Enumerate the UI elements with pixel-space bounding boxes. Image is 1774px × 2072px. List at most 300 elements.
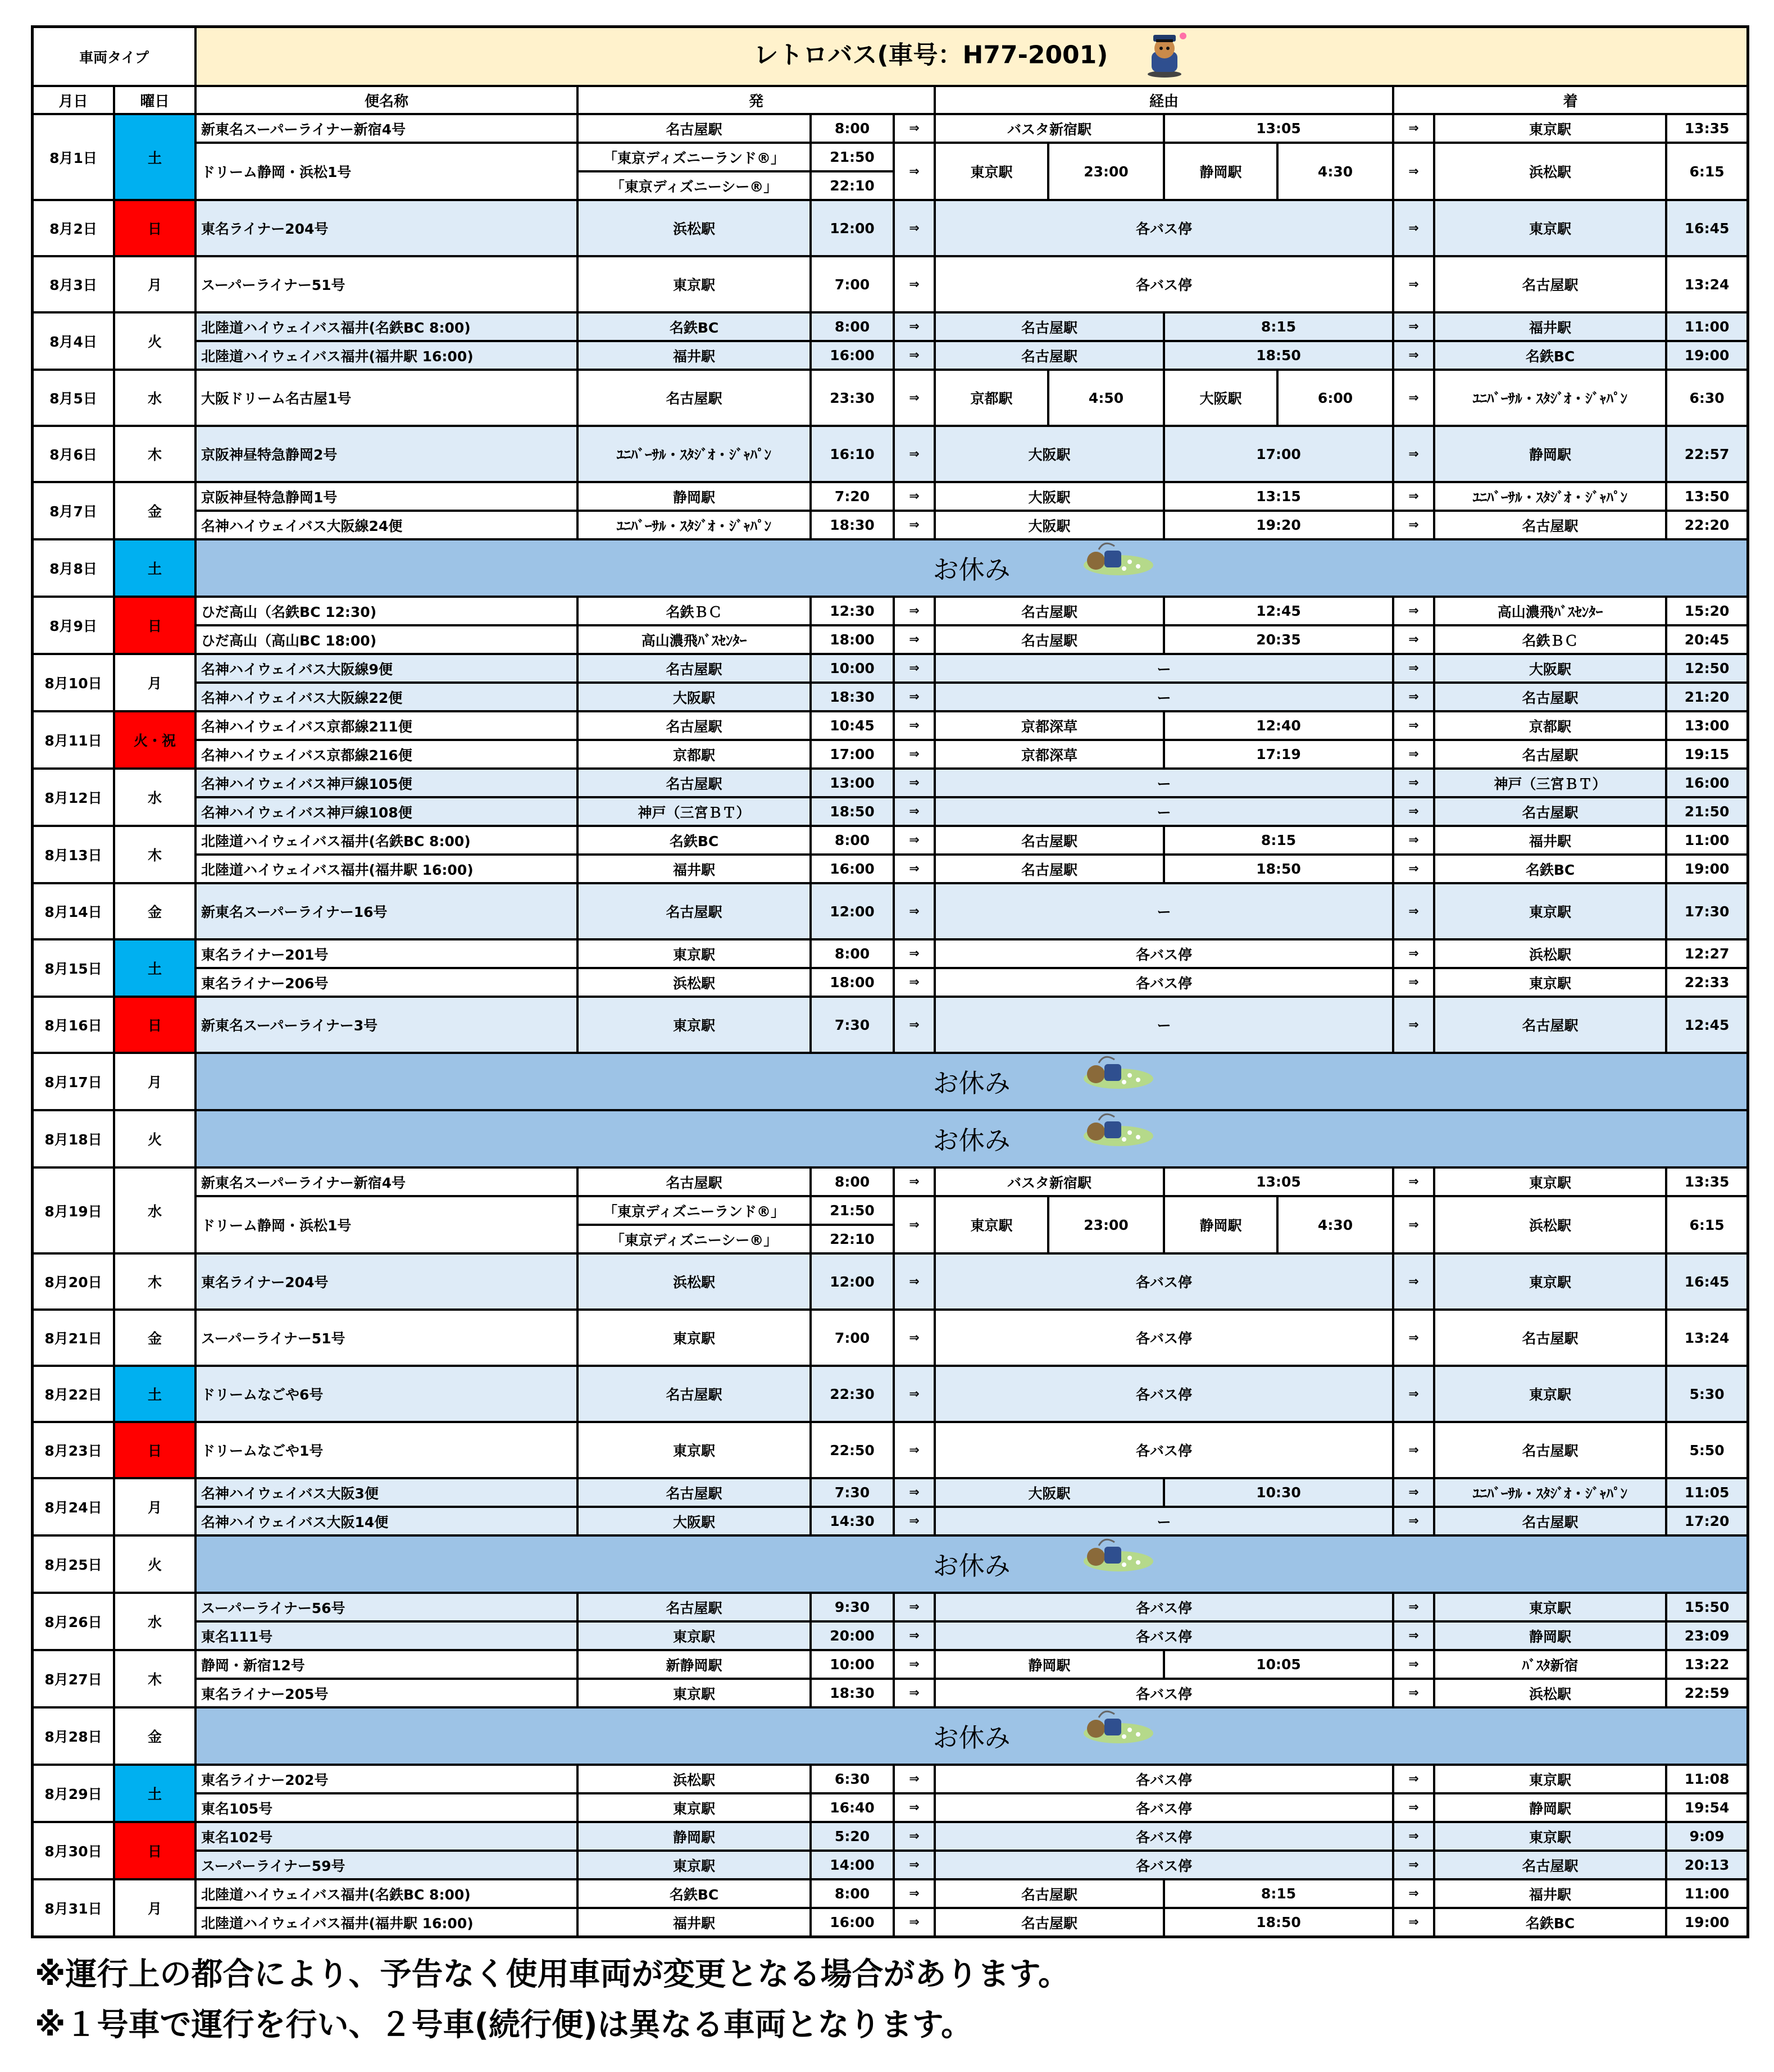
depart-time: 22:30 [811,1366,894,1422]
arrive-time: 11:08 [1666,1765,1748,1793]
arrow-icon: ⇒ [1393,511,1434,539]
run-row [33,370,1748,426]
depart-time: 8:00 [811,826,894,855]
arrow-icon: ⇒ [894,114,935,143]
arrive-stop: ﾕﾆﾊﾞｰｻﾙ・ｽﾀｼﾞｵ・ｼﾞｬﾊﾟﾝ [1434,482,1666,511]
via-time: 18:50 [1164,341,1393,370]
weekday-cell: 木 [114,1253,195,1310]
depart-time: 10:45 [811,711,894,740]
arrive-stop: 福井駅 [1434,1879,1666,1908]
via-time: 12:40 [1164,711,1393,740]
weekday-cell: 月 [114,654,195,711]
rest-label: お休み [933,549,1011,587]
run-name: ドリーム静岡・浜松1号 [195,143,577,200]
run-name: ドリームなごや1号 [195,1422,577,1478]
run-row [33,683,1748,711]
run-row [33,1679,1748,1707]
arrive-stop: 名古屋駅 [1434,1310,1666,1366]
arrive-time: 11:00 [1666,826,1748,855]
via-stops: 各バス停 [935,1253,1393,1310]
arrive-time: 13:00 [1666,711,1748,740]
depart-time: 18:30 [811,683,894,711]
day-row [33,1110,1748,1167]
arrow-icon: ⇒ [894,625,935,654]
date-cell: 8月8日 [33,539,114,597]
via-stop: 名古屋駅 [935,1879,1164,1908]
arrive-stop: ﾕﾆﾊﾞｰｻﾙ・ｽﾀｼﾞｵ・ｼﾞｬﾊﾟﾝ [1434,1478,1666,1507]
arrive-stop: 名鉄BC [1434,341,1666,370]
arrow-icon: ⇒ [1393,1253,1434,1310]
depart-stop: 東京駅 [577,1310,811,1366]
col-weekday: 曜日 [114,86,195,114]
via-time: 10:05 [1164,1650,1393,1679]
run-name: 新東名スーパーライナー新宿4号 [195,114,577,143]
depart-time: 8:00 [811,114,894,143]
depart-time: 16:00 [811,855,894,883]
arrow-icon: ⇒ [1393,797,1434,826]
depart-stop: ﾕﾆﾊﾞｰｻﾙ・ｽﾀｼﾞｵ・ｼﾞｬﾊﾟﾝ [577,511,811,539]
run-row [33,312,1748,341]
date-cell: 8月6日 [33,426,114,482]
arrive-stop: 東京駅 [1434,1765,1666,1793]
date-cell: 8月31日 [33,1879,114,1937]
arrow-icon: ⇒ [894,711,935,740]
arrow-icon: ⇒ [1393,426,1434,482]
weekday-cell: 火 [114,1110,195,1167]
depart-stop: 神戸（三宮ＢＴ） [577,797,811,826]
arrive-time: 6:30 [1666,370,1748,426]
arrive-time: 15:50 [1666,1593,1748,1621]
arrive-time: 5:30 [1666,1366,1748,1422]
arrive-stop: 名鉄ＢＣ [1434,625,1666,654]
via-stop: 京都深草 [935,740,1164,769]
col-depart: 発 [577,86,935,114]
depart-time: 10:00 [811,1650,894,1679]
arrive-stop: 神戸（三宮ＢＴ） [1434,769,1666,797]
arrive-stop: 東京駅 [1434,1822,1666,1851]
depart-time: 18:30 [811,511,894,539]
run-name: 東名ライナー205号 [195,1679,577,1707]
day-row [33,1707,1748,1765]
date-cell: 8月9日 [33,597,114,654]
depart-stop: ﾕﾆﾊﾞｰｻﾙ・ｽﾀｼﾞｵ・ｼﾞｬﾊﾟﾝ [577,426,811,482]
arrow-icon: ⇒ [1393,711,1434,740]
note-vehicle-change: ※運行上の都合により、予告なく使用車両が変更となる場合があります。 [35,1956,1070,1993]
run-row [33,939,1748,968]
depart-stop: 名古屋駅 [577,1167,811,1196]
run-row [33,826,1748,855]
date-cell: 8月10日 [33,654,114,711]
arrow-icon: ⇒ [1393,370,1434,426]
via-time: 13:05 [1164,1167,1393,1196]
arrow-icon: ⇒ [894,1478,935,1507]
rest-label: お休み [933,1063,1011,1100]
run-name: 名神ハイウェイバス神戸線105便 [195,769,577,797]
arrive-time: 19:00 [1666,855,1748,883]
arrow-icon: ⇒ [894,1422,935,1478]
arrow-icon: ⇒ [1393,769,1434,797]
via-stops: 各バス停 [935,939,1393,968]
date-cell: 8月19日 [33,1167,114,1253]
arrow-icon: ⇒ [1393,826,1434,855]
run-name: 東名ライナー206号 [195,968,577,997]
date-cell: 8月16日 [33,997,114,1053]
via-stop: 東京駅 [935,1196,1048,1253]
via-time: 10:30 [1164,1478,1393,1507]
depart-stop: 浜松駅 [577,200,811,256]
depart-time: 22:10 [811,1225,894,1253]
weekday-cell: 木 [114,1650,195,1707]
depart-stop: 浜松駅 [577,1765,811,1793]
arrow-icon: ⇒ [894,482,935,511]
arrive-time: 15:20 [1666,597,1748,625]
depart-stop: 名鉄BC [577,312,811,341]
run-row [33,1310,1748,1366]
weekday-cell: 土 [114,114,195,200]
col-date: 月日 [33,86,114,114]
via-time: 12:45 [1164,597,1393,625]
run-name: 北陸道ハイウェイバス福井(名鉄BC 8:00) [195,1879,577,1908]
arrow-icon: ⇒ [1393,1593,1434,1621]
run-row [33,482,1748,511]
arrow-icon: ⇒ [894,797,935,826]
arrow-icon: ⇒ [1393,654,1434,683]
rest-cell [195,1535,1748,1593]
arrow-icon: ⇒ [894,1167,935,1196]
arrive-stop: 名鉄BC [1434,1908,1666,1937]
via-stop: 名古屋駅 [935,341,1164,370]
arrow-icon: ⇒ [1393,740,1434,769]
via-stop: 京都駅 [935,370,1048,426]
arrow-icon: ⇒ [894,1366,935,1422]
via-stops: 各バス停 [935,1793,1393,1822]
via-time: 4:50 [1048,370,1164,426]
depart-time: 8:00 [811,312,894,341]
rest-cell [195,1707,1748,1765]
depart-stop: 名古屋駅 [577,1366,811,1422]
arrow-icon: ⇒ [894,200,935,256]
run-name: 名神ハイウェイバス大阪線24便 [195,511,577,539]
arrow-icon: ⇒ [894,1507,935,1535]
weekday-cell: 水 [114,370,195,426]
via-stop: 大阪駅 [935,511,1164,539]
arrow-icon: ⇒ [1393,1793,1434,1822]
weekday-cell: 金 [114,1310,195,1366]
arrow-icon: ⇒ [894,855,935,883]
arrive-stop: 東京駅 [1434,114,1666,143]
via-stops: ー [935,683,1393,711]
run-row [33,597,1748,625]
arrive-time: 21:50 [1666,797,1748,826]
arrive-time: 6:15 [1666,143,1748,200]
run-name: 名神ハイウェイバス京都線216便 [195,740,577,769]
via-stop: 大阪駅 [935,1478,1164,1507]
mascot-driver-icon [1139,28,1190,85]
arrive-stop: ﾊﾞｽﾀ新宿 [1434,1650,1666,1679]
depart-time: 8:00 [811,939,894,968]
via-stop: 京都深草 [935,711,1164,740]
run-row [33,511,1748,539]
depart-time: 5:20 [811,1822,894,1851]
depart-stop: 「東京ディズニーランド®」 [577,143,811,171]
weekday-cell: 水 [114,1167,195,1253]
day-row [33,1535,1748,1593]
via-stop: 静岡駅 [1164,143,1277,200]
arrive-time: 6:15 [1666,1196,1748,1253]
arrive-stop: 東京駅 [1434,1593,1666,1621]
depart-time: 7:30 [811,997,894,1053]
arrow-icon: ⇒ [894,143,935,200]
arrive-time: 23:09 [1666,1621,1748,1650]
date-cell: 8月23日 [33,1422,114,1478]
depart-stop: 東京駅 [577,1679,811,1707]
arrow-icon: ⇒ [1393,597,1434,625]
weekday-cell: 土 [114,1765,195,1822]
run-row [33,654,1748,683]
via-stops: ー [935,769,1393,797]
arrive-time: 13:50 [1666,482,1748,511]
arrive-time: 12:50 [1666,654,1748,683]
arrive-stop: 静岡駅 [1434,426,1666,482]
schedule-table [31,25,1749,1938]
arrow-icon: ⇒ [894,654,935,683]
weekday-cell: 日 [114,997,195,1053]
date-cell: 8月17日 [33,1053,114,1110]
date-cell: 8月1日 [33,114,114,200]
rest-label: お休み [933,1546,1011,1583]
weekday-cell: 月 [114,256,195,312]
arrow-icon: ⇒ [894,1650,935,1679]
run-row [33,1621,1748,1650]
run-row [33,711,1748,740]
arrive-time: 22:20 [1666,511,1748,539]
arrive-stop: 浜松駅 [1434,939,1666,968]
arrow-icon: ⇒ [894,312,935,341]
vehicle-type-label: 車両タイプ [33,27,195,86]
arrow-icon: ⇒ [1393,1507,1434,1535]
run-name: ひだ高山（名鉄BC 12:30) [195,597,577,625]
arrow-icon: ⇒ [894,1310,935,1366]
sleeping-mascot-icon [1074,1053,1158,1097]
arrow-icon: ⇒ [1393,1196,1434,1253]
run-row [33,997,1748,1053]
depart-stop: 名古屋駅 [577,654,811,683]
via-stops: ー [935,654,1393,683]
run-name: 名神ハイウェイバス大阪線9便 [195,654,577,683]
arrow-icon: ⇒ [894,939,935,968]
arrow-icon: ⇒ [1393,1908,1434,1937]
depart-stop: 大阪駅 [577,683,811,711]
arrive-time: 16:45 [1666,200,1748,256]
run-row [33,1366,1748,1422]
arrow-icon: ⇒ [894,1621,935,1650]
via-stops: 各バス停 [935,256,1393,312]
run-row [33,1422,1748,1478]
run-row [33,341,1748,370]
rest-cell [195,539,1748,597]
run-name: ドリーム静岡・浜松1号 [195,1196,577,1253]
run-name: 東名102号 [195,1822,577,1851]
weekday-cell: 土 [114,1366,195,1422]
col-via: 経由 [935,86,1393,114]
arrow-icon: ⇒ [1393,1822,1434,1851]
arrive-stop: 名古屋駅 [1434,683,1666,711]
arrow-icon: ⇒ [1393,341,1434,370]
col-name: 便名称 [195,86,577,114]
depart-time: 21:50 [811,143,894,171]
depart-stop: 東京駅 [577,1851,811,1879]
arrive-time: 20:45 [1666,625,1748,654]
depart-time: 7:00 [811,256,894,312]
sleeping-mascot-icon [1074,539,1158,584]
notes [35,1950,1070,2051]
depart-stop: 東京駅 [577,997,811,1053]
run-name: スーパーライナー59号 [195,1851,577,1879]
via-time: 23:00 [1048,1196,1164,1253]
depart-stop: 「東京ディズニーランド®」 [577,1196,811,1225]
arrive-time: 22:57 [1666,426,1748,482]
weekday-cell: 木 [114,426,195,482]
date-cell: 8月21日 [33,1310,114,1366]
via-stop: 名古屋駅 [935,625,1164,654]
date-cell: 8月24日 [33,1478,114,1535]
via-time: 17:00 [1164,426,1393,482]
arrow-icon: ⇒ [1393,143,1434,200]
arrow-icon: ⇒ [1393,855,1434,883]
arrive-stop: 名古屋駅 [1434,740,1666,769]
arrow-icon: ⇒ [1393,1650,1434,1679]
depart-stop: 名鉄ＢＣ [577,597,811,625]
arrow-icon: ⇒ [1393,1478,1434,1507]
depart-time: 22:10 [811,171,894,200]
run-name: スーパーライナー51号 [195,1310,577,1366]
arrow-icon: ⇒ [1393,1879,1434,1908]
run-name: 名神ハイウェイバス大阪3便 [195,1478,577,1507]
via-stops: ー [935,883,1393,939]
weekday-cell: 土 [114,539,195,597]
depart-time: 7:20 [811,482,894,511]
arrive-stop: 東京駅 [1434,883,1666,939]
arrive-stop: 浜松駅 [1434,1196,1666,1253]
run-row [33,1851,1748,1879]
arrow-icon: ⇒ [894,1851,935,1879]
arrow-icon: ⇒ [894,683,935,711]
via-time: 13:05 [1164,114,1393,143]
arrow-icon: ⇒ [894,1793,935,1822]
depart-stop: 新静岡駅 [577,1650,811,1679]
arrow-icon: ⇒ [1393,482,1434,511]
run-row [33,1593,1748,1621]
depart-time: 12:00 [811,1253,894,1310]
arrow-icon: ⇒ [894,1253,935,1310]
arrive-time: 21:20 [1666,683,1748,711]
run-row [33,797,1748,826]
arrive-time: 13:22 [1666,1650,1748,1679]
weekday-cell: 日 [114,200,195,256]
arrow-icon: ⇒ [1393,883,1434,939]
run-name: 北陸道ハイウェイバス福井(福井駅 16:00) [195,341,577,370]
date-cell: 8月20日 [33,1253,114,1310]
via-time: 17:19 [1164,740,1393,769]
date-cell: 8月30日 [33,1822,114,1879]
run-name: 名神ハイウェイバス大阪14便 [195,1507,577,1535]
arrive-time: 19:15 [1666,740,1748,769]
arrive-time: 17:20 [1666,1507,1748,1535]
arrow-icon: ⇒ [894,968,935,997]
depart-stop: 名鉄BC [577,1879,811,1908]
arrow-icon: ⇒ [894,1908,935,1937]
run-row [33,1765,1748,1793]
weekday-cell: 月 [114,1879,195,1937]
via-time: 8:15 [1164,312,1393,341]
run-row [33,143,1748,171]
depart-time: 16:00 [811,341,894,370]
date-cell: 8月2日 [33,200,114,256]
run-row [33,740,1748,769]
arrive-stop: 名古屋駅 [1434,1851,1666,1879]
run-name: 東名ライナー204号 [195,200,577,256]
run-row [33,1253,1748,1310]
depart-stop: 福井駅 [577,341,811,370]
via-stops: 各バス停 [935,1422,1393,1478]
arrive-time: 13:24 [1666,1310,1748,1366]
run-name: 北陸道ハイウェイバス福井(名鉄BC 8:00) [195,826,577,855]
depart-time: 22:50 [811,1422,894,1478]
run-row [33,1478,1748,1507]
run-row [33,256,1748,312]
depart-time: 8:00 [811,1879,894,1908]
depart-time: 7:30 [811,1478,894,1507]
depart-time: 20:00 [811,1621,894,1650]
depart-stop: 東京駅 [577,1621,811,1650]
via-stop: バスタ新宿駅 [935,1167,1164,1196]
arrive-stop: 東京駅 [1434,200,1666,256]
via-stop: 静岡駅 [935,1650,1164,1679]
date-cell: 8月5日 [33,370,114,426]
arrow-icon: ⇒ [1393,939,1434,968]
sleeping-mascot-icon [1074,1707,1158,1752]
arrive-stop: 京都駅 [1434,711,1666,740]
arrow-icon: ⇒ [894,370,935,426]
arrow-icon: ⇒ [894,826,935,855]
arrow-icon: ⇒ [1393,968,1434,997]
via-stop: 東京駅 [935,143,1048,200]
date-cell: 8月25日 [33,1535,114,1593]
via-stops: 各バス停 [935,1366,1393,1422]
via-stops: 各バス停 [935,1679,1393,1707]
day-row [33,539,1748,597]
weekday-cell: 土 [114,939,195,997]
via-stop: 名古屋駅 [935,855,1164,883]
arrow-icon: ⇒ [1393,1679,1434,1707]
arrow-icon: ⇒ [894,997,935,1053]
via-time: 4:30 [1277,1196,1393,1253]
arrive-time: 19:00 [1666,341,1748,370]
arrive-stop: 名古屋駅 [1434,797,1666,826]
col-arrive: 着 [1393,86,1748,114]
arrow-icon: ⇒ [894,1765,935,1793]
depart-stop: 京都駅 [577,740,811,769]
run-row [33,200,1748,256]
arrive-time: 16:00 [1666,769,1748,797]
day-row [33,1053,1748,1110]
arrive-time: 22:59 [1666,1679,1748,1707]
depart-stop: 浜松駅 [577,1253,811,1310]
arrow-icon: ⇒ [894,740,935,769]
arrive-stop: 東京駅 [1434,1167,1666,1196]
arrive-stop: 名古屋駅 [1434,256,1666,312]
via-stops: 各バス停 [935,1593,1393,1621]
